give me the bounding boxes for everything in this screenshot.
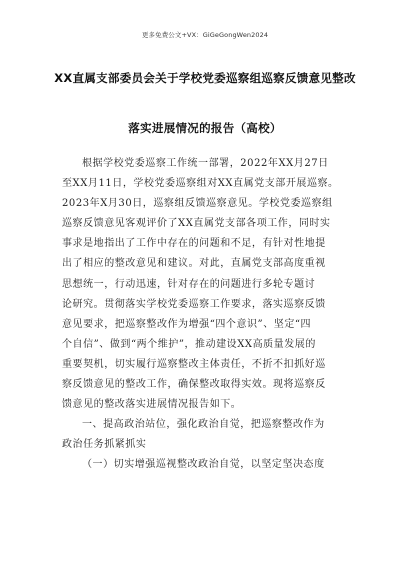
section-heading-line: 政治任务抓紧抓实 — [62, 439, 147, 451]
subsection-heading-line: （一）切实增强巡视整改政治自觉，以坚定坚决态度 — [82, 459, 325, 471]
document-title-line-1: XX直属支部委员会关于学校党委巡察组巡察反馈意见整改 — [54, 71, 356, 85]
body-line: 事求是地指出了工作中存在的问题和不足，有针对性地提 — [62, 238, 326, 250]
body-line: 根据学校党委巡察工作统一部署，2022年XX月27日 — [82, 158, 329, 169]
document-title-line-2: 落实进展情况的报告（高校） — [128, 121, 282, 135]
body-line: 出了相应的整改意见和建议。对此，直属党支部高度重视 — [62, 258, 326, 270]
document-body — [62, 154, 362, 476]
body-line: 思想统一，行动迅速，针对存在的问题进行多轮专题讨 — [62, 278, 316, 290]
body-line: 察反馈意见的整改工作，确保整改取得实效。现将巡察反 — [62, 379, 326, 391]
body-line: 论研究。贯彻落实学校党委巡察工作要求，落实巡察反馈 — [62, 298, 326, 310]
body-line: 重要契机，切实履行巡察整改主体责任，不折不扣抓好巡 — [62, 358, 326, 370]
body-line: 意见要求，把巡察整改作为增强“四个意识”、坚定“四 — [62, 318, 312, 330]
header-note: 更多免费公文+VX：GiGeGongWen2024 — [141, 31, 269, 39]
body-line: 馈意见的整改落实进展情况报告如下。 — [62, 399, 242, 411]
section-heading-line: 一、提高政治站位，强化政治自觉，把巡察整改作为 — [82, 419, 325, 431]
body-line: 至XX月11日，学校党委巡察组对XX直属党支部开展巡察。 — [62, 178, 339, 190]
body-line: 2023年X月30日，巡察组反馈巡察意见。学校党委巡察组 — [62, 198, 333, 210]
body-line: 个自信”、做到“两个维护”，推动建设XX高质量发展的 — [62, 338, 316, 350]
body-line: 巡察反馈意见客观评价了XX直属党支部各项工作，同时实 — [62, 218, 331, 230]
